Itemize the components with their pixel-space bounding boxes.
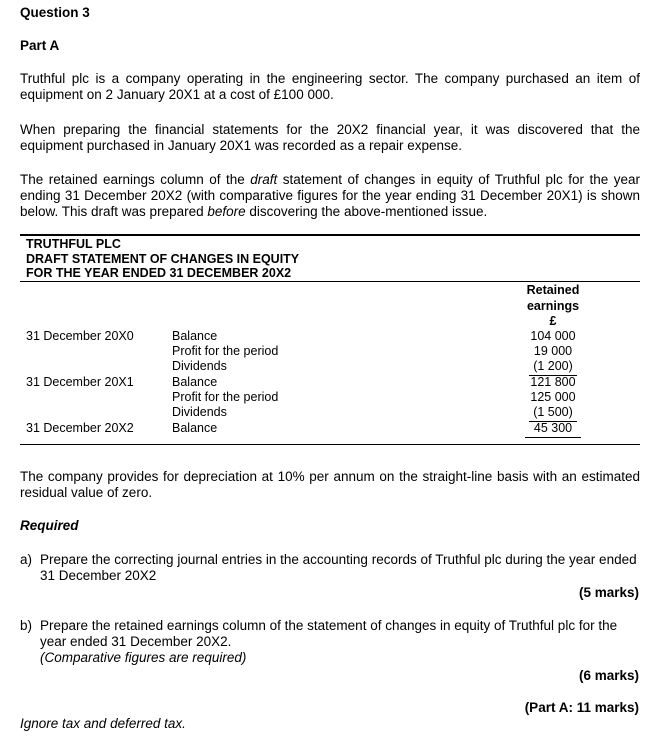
paragraph-issue-text: When preparing the financial statements for the 20X2 financial year, it was discovered that the equipment purchased in January 20X1 was recorded as a repair expense.	[20, 122, 640, 153]
row-value-underlined: (1 200)	[529, 359, 577, 376]
column-header-currency: £	[549, 314, 557, 328]
table-title-statement: DRAFT STATEMENT OF CHANGES IN EQUITY	[26, 251, 300, 266]
paragraph-depreciation-text: The company provides for depreciation at 10% per annum on the straight-line basis with an estimated residual value of zero.	[20, 469, 640, 500]
row-value-total: 45 300	[525, 421, 581, 438]
row-value: 104 000	[530, 329, 576, 343]
row-description: Balance	[172, 375, 218, 389]
draft-text-1: The retained earnings column of the	[20, 172, 251, 187]
footer-note: Ignore tax and deferred tax.	[20, 716, 186, 731]
paragraph-depreciation	[20, 469, 640, 501]
requirement-a-marks: (5 marks)	[578, 585, 639, 600]
row-date: 31 December 20X1	[26, 375, 134, 389]
table-title	[26, 237, 299, 281]
requirement-b-note: (Comparative figures are required)	[40, 650, 247, 665]
row-description: Profit for the period	[172, 390, 279, 404]
before-emphasis: before	[207, 204, 246, 219]
paragraph-draft-text	[20, 172, 640, 220]
requirement-a	[20, 552, 640, 584]
requirement-b-marks: (6 marks)	[578, 668, 639, 683]
paragraph-issue	[20, 122, 640, 154]
row-description: Balance	[172, 421, 218, 435]
requirement-a-text: Prepare the correcting journal entries in the accounting records of Truthful plc during the year ended 31 December 20X2	[40, 552, 637, 583]
requirement-b-label: b)	[20, 618, 33, 633]
paragraph-draft	[20, 172, 640, 220]
requirement-b	[20, 618, 640, 666]
row-description: Dividends	[172, 359, 227, 373]
requirement-b-text: Prepare the retained earnings column of the statement of changes in equity of Truthful plc for the year ended 31 December 20X2.	[40, 618, 618, 649]
part-title: Part A	[20, 38, 60, 53]
paragraph-intro	[20, 71, 640, 103]
retained-earnings-header	[514, 283, 592, 330]
draft-text-2: statement of changes in equity of Truthful plc for the year ending 31 December 20X2 (with comparative figures for the year ending 31 December 20X1) is shown below. This draft was prepared	[20, 172, 640, 219]
table-header-rule	[20, 281, 640, 282]
requirement-a-label: a)	[20, 552, 33, 567]
paragraph-intro-text: Truthful plc is a company operating in the engineering sector. The company purchased an item of equipment on 2 January 20X1 at a cost of £100 000.	[20, 71, 640, 102]
table-bottom-rule	[20, 444, 640, 445]
row-value: 121 800	[530, 375, 576, 389]
table-title-company: TRUTHFUL PLC	[26, 237, 121, 251]
row-description: Balance	[172, 329, 218, 343]
table-top-rule	[20, 234, 640, 236]
draft-text-3: discovering the above-mentioned issue.	[245, 204, 488, 219]
row-value-underlined: (1 500)	[529, 405, 577, 422]
row-description: Profit for the period	[172, 344, 279, 358]
row-description: Dividends	[172, 405, 227, 419]
row-date: 31 December 20X2	[26, 421, 134, 435]
draft-emphasis: draft	[250, 172, 278, 187]
question-title: Question 3	[20, 5, 90, 20]
column-header-line-1: Retained	[526, 283, 580, 297]
part-total-marks: (Part A: 11 marks)	[524, 700, 639, 715]
row-value: 125 000	[530, 390, 576, 404]
row-value: 19 000	[533, 344, 573, 358]
row-date: 31 December 20X0	[26, 329, 134, 343]
column-header-line-2: earnings	[526, 298, 580, 313]
table-title-period: FOR THE YEAR ENDED 31 DECEMBER 20X2	[26, 266, 292, 280]
required-heading: Required	[20, 518, 79, 533]
